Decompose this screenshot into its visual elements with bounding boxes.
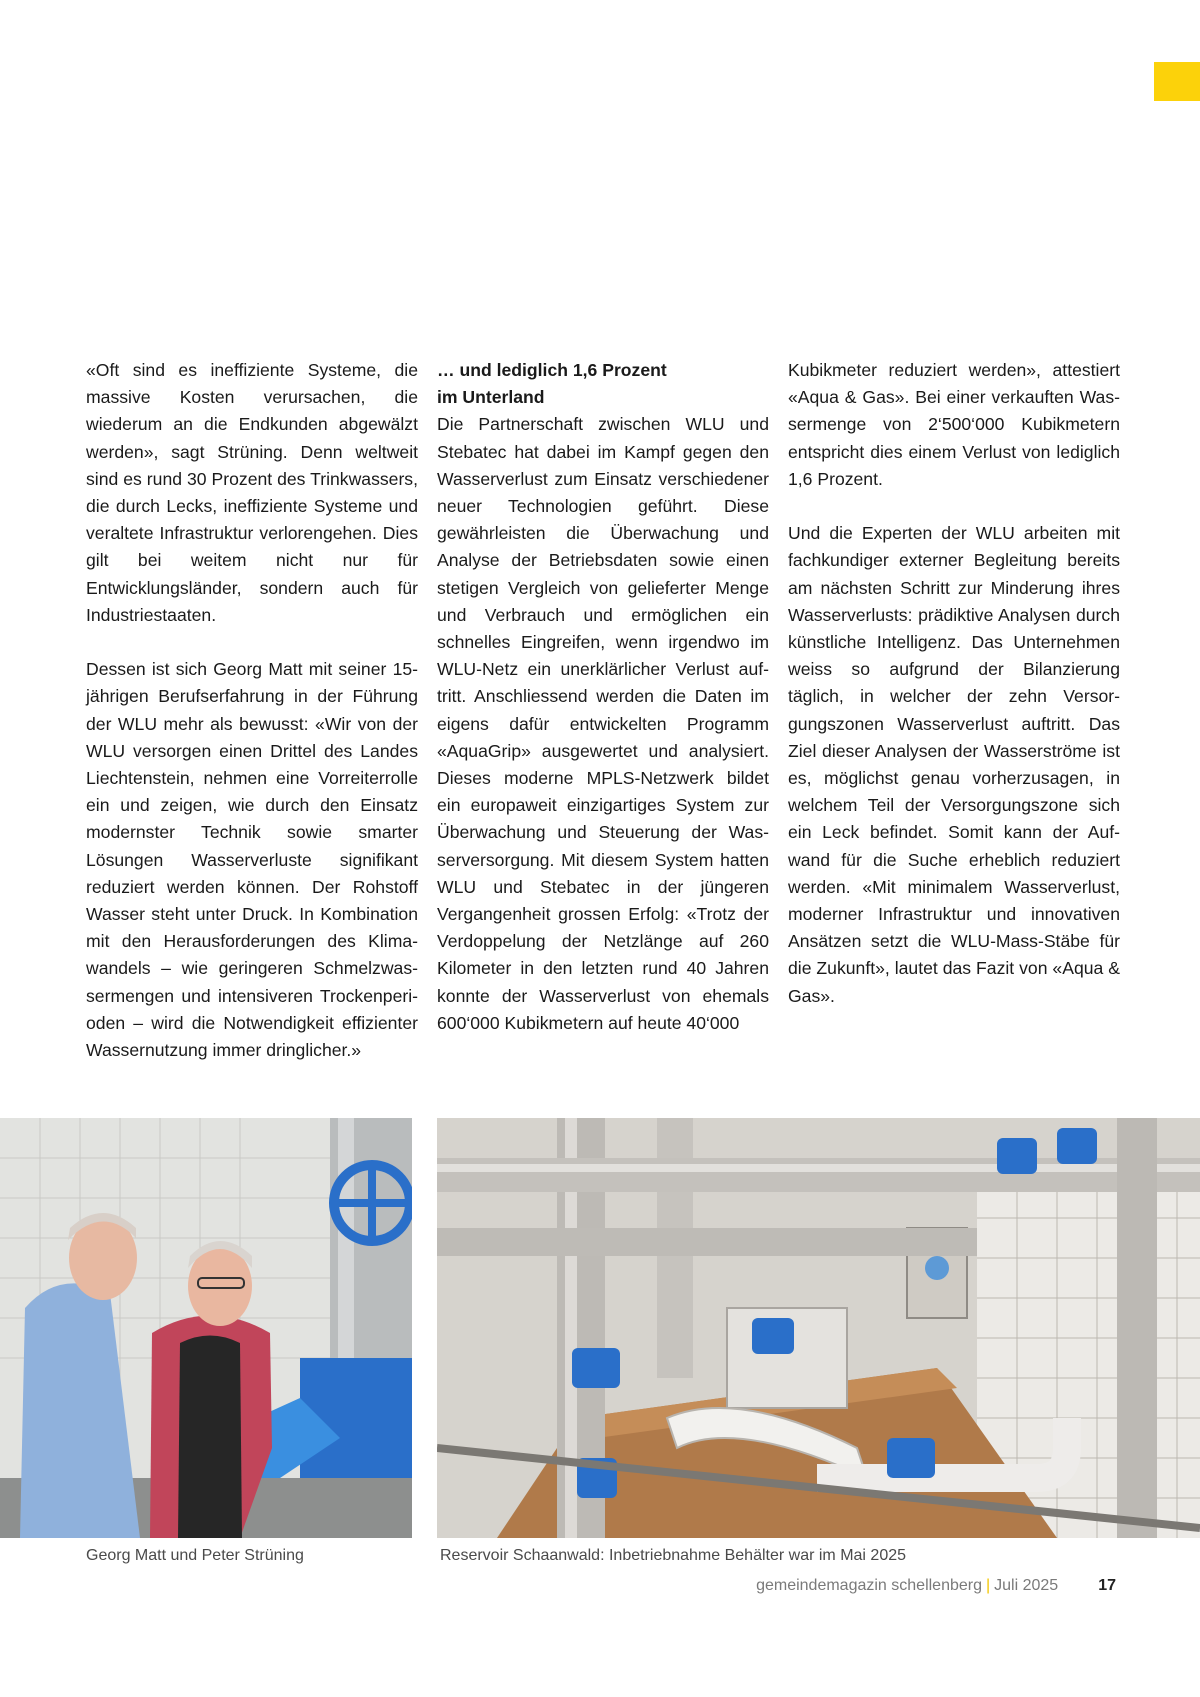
paragraph: Kubikmeter reduziert werden», attestiert «Aqua & Gas». Bei einer verkauften Wassermenge von 2‘500‘000 Kubikmetern entspricht dies einem Verlust von lediglich 1,6 Prozent. (788, 360, 1120, 489)
photo-men-at-valve (0, 1118, 412, 1538)
section-marker (1154, 62, 1200, 101)
issue-date: Juli 2025 (994, 1577, 1059, 1594)
photo-reservoir-pipes (437, 1118, 1200, 1538)
paragraph: Dessen ist sich Georg Matt mit seiner 15-jährigen Berufserfahrung in der Führung der WLU mehr als bewusst: «Wir von der WLU versorgen einen Drittel des Landes Liechtenstein, nehmen eine Vorreiterrolle ein und zeigen, wie durch den Einsatz modernster Technik sowie smarter Lösungen Wasserverluste signifikant reduziert werden können. Der Rohstoff Wasser steht unter Druck. In Kombination mit den Herausforderungen des Klimawandels – wie geringeren Schmelzwassermengen und intensiveren Trockenperioden – wird die Notwendigkeit effizienter Wassernutzung immer dringlicher.» (86, 659, 418, 1061)
article-column-1 (86, 357, 418, 1064)
subheading-line-1: … und lediglich 1,6 Prozent (437, 360, 667, 380)
article-column-2 (437, 357, 769, 1037)
subheading (437, 357, 769, 411)
photo-caption-left: Georg Matt und Peter Strüning (86, 1547, 304, 1564)
page-number: 17 (1098, 1577, 1116, 1594)
paragraph: Die Partnerschaft zwischen WLU und Stebatec hat dabei im Kampf gegen den Wasserverlust zum Einsatz verschiedener neuer Technologien geführt. Diese gewährleisten die Überwachung und Analyse der Betriebsdaten sowie einen stetigen Vergleich von gelieferter Menge und Verbrauch und ermöglichen ein schnelles Eingreifen, wenn irgendwo im WLU-Netz ein unerklärlicher Verlust auftritt. Anschliessend werden die Daten im eigens dafür entwickelten Programm «AquaGrip» ausgewertet und analysiert. Dieses moderne MPLS-Netzwerk bildet ein europaweit einzigartiges System zur Überwachung und Steuerung der Wasserversorgung. Mit diesem System hatten WLU und Stebatec in der jüngeren Vergangenheit grossen Erfolg: «Trotz der Verdoppelung der Netzlänge auf 260 Kilometer in den letzten rund 40 Jahren konnte der Wasserverlust von ehemals 600‘000 Kubikmetern auf heute 40‘000 (437, 414, 769, 1033)
page-footer (756, 1576, 1116, 1596)
subheading-line-2: im Unterland (437, 387, 545, 408)
footer-separator: | (986, 1577, 991, 1594)
photo-caption-right: Reservoir Schaanwald: Inbetriebnahme Behälter war im Mai 2025 (440, 1547, 907, 1564)
paragraph: Und die Experten der WLU arbeiten mit fachkundiger externer Begleitung bereits am nächsten Schritt zur Minderung ihres Wasserverlusts: prädiktive Analysen durch künstliche Intelligenz. Das Unternehmen weiss so aufgrund der Bilanzierung täglich, in welcher der zehn Versorgungszonen Wasserverlust auftritt. Das Ziel dieser Analysen der Wasserströme ist es, möglichst genau vorherzusagen, in welchem Teil der Versorgungszone sich ein Leck befindet. Somit kann der Aufwand für die Suche erheblich reduziert werden. «Mit minimalem Wasserverlust, moderner Infrastruktur und innovativen Ansätzen setzt die WLU-Mass-Stäbe für die Zukunft», lautet das Fazit von «Aqua & Gas». (788, 523, 1120, 1006)
paragraph: «Oft sind es ineffiziente Systeme, die massive Kosten verursachen, die wiederum an die Endkunden abgewälzt werden», sagt Strüning. Denn weltweit sind es rund 30 Prozent des Trinkwassers, die durch Lecks, ineffiziente Systeme und veraltete Infrastruktur verlorengehen. Dies gilt bei weitem nicht nur für Entwicklungsländer, sondern auch für Industriestaaten. (86, 360, 418, 625)
photo-illustration (437, 1118, 1200, 1538)
magazine-name: gemeindemagazin schellenberg (756, 1577, 982, 1594)
article-column-3 (788, 357, 1120, 1010)
photo-illustration (0, 1118, 412, 1538)
